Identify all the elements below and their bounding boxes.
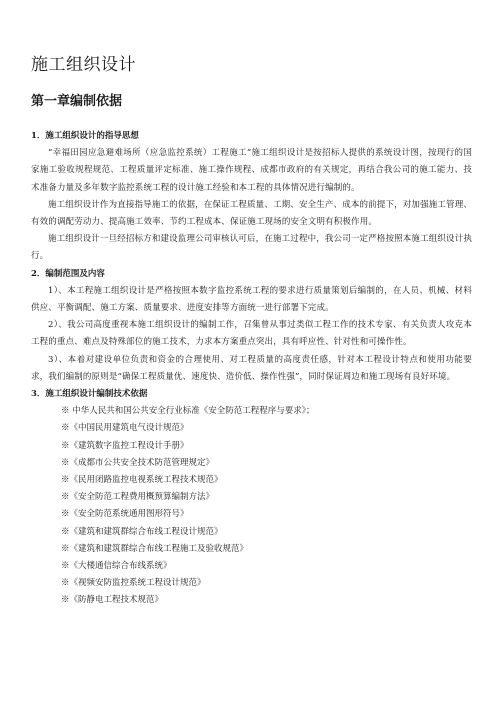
list-item: ※《安全防范系统通用图形符号》 [61,509,189,520]
list-item: ※《建筑和建筑群综合布线工程施工及验收规范》 [61,543,249,554]
paragraph: 施工组织设计作为直接指导施工的依据，在保证工程质量、工期、安全生产、成本的前提下，对加强施工管理、有效的调配劳动力、提高施工效率、节约工程成本、保证施工现场的安全文明有积极作用。 [31,199,472,228]
document-body [31,128,472,610]
chapter-title: 第一章编制依据 [31,94,123,109]
list-item: ※《防静电工程技术规范》 [61,595,164,606]
standards-list [31,403,472,609]
section-heading: 3．施工组织设计编制技术依据 [31,389,148,400]
list-item: ※《建筑和建筑群综合布线工程设计规范》 [61,526,223,537]
list-item: ※《民用闭路监控电视系统工程技术规范》 [61,475,223,486]
paragraph: 1）、本工程施工组织设计是严格按照本数字监控系统工程的要求进行质量策划后编制的，在人员、机械、材料供应、平衡调配、施工方案、质量要求、进度安排等方面统一进行部署下完成。 [31,285,472,314]
section-heading: 1．施工组织设计的指导思想 [31,131,139,141]
list-item: ※《中国民用建筑电气设计规范》 [61,423,189,434]
list-item: ※ 中华人民共和国公共安全行业标准《安全防范工程程序与要求》； [61,406,315,417]
document-title: 施工组织设计 [31,55,136,75]
section-heading: 2．编制范围及内容 [31,268,105,279]
list-item: ※《安全防范工程费用概预算编制方法》 [61,492,215,503]
list-item: ※《建筑数字监控工程设计手册》 [61,440,189,451]
list-item: ※《大楼通信综合布线系统》 [61,561,172,572]
paragraph: “幸福田园应急避难场所（应急监控系统）工程施工”施工组织设计是按招标人提供的系统设计图，按现行的国家施工验收规程规范、工程质量评定标准、施工操作规程、成都市政府的有关规定，再结合我公司的施工能力、技术准备力量及多年数字监控系统工程的设计施工经验和本工程的具体情况进行编制的。 [31,148,472,193]
list-item: ※《成都市公共安全技术防范管理规定》 [61,457,215,468]
paragraph: 2）、我公司高度重视本施工组织设计的编制工作，召集曾从事过类似工程工作的技术专家、有关负责人攻克本工程的重点、难点及特殊部位的施工技术，力求本方案重点突出，具有呼应性、针对性和可操作性。 [31,320,472,348]
list-item: ※《视频安防监控系统工程设计规范》 [61,578,206,589]
paragraph: 施工组织设计一旦经招标方和建设监理公司审核认可后，在施工过程中，我公司一定严格按照本施工组织设计执行。 [31,234,472,262]
paragraph: 3）、本着对建设单位负责和资金的合理使用、对工程质量的高度责任感，针对本工程设计特点和使用功能要求，我们编制的原则是“确保工程质量优、速度快、造价低、操作性强”，同时保证周边和施工现场有良好环境。 [31,354,472,382]
